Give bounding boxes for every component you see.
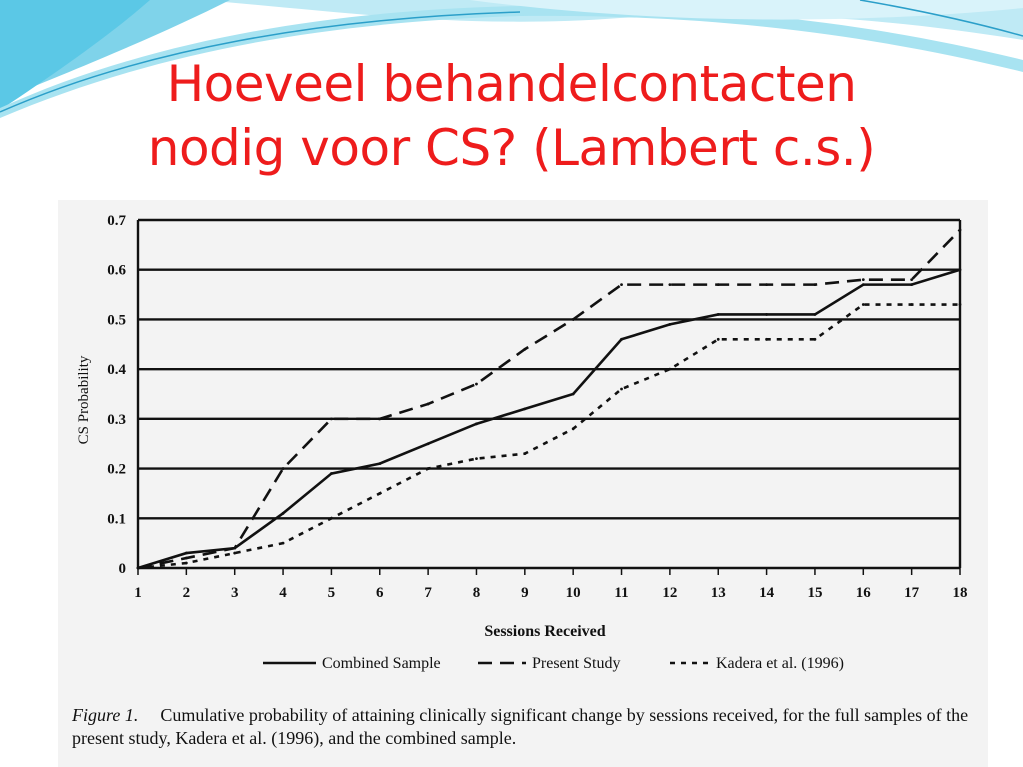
series-2-point [185,557,188,560]
series-3-point [717,338,720,341]
series-3-point [620,388,623,391]
legend-label-1: Combined Sample [322,655,441,672]
series-1-point [765,313,768,316]
series-3-point [523,452,526,455]
series-1-point [282,512,285,515]
series-1-point [330,472,333,475]
series-3-point [765,338,768,341]
x-tick-label: 18 [952,585,968,601]
x-tick-label: 7 [424,585,432,601]
series-3-point [282,542,285,545]
x-tick-label: 16 [855,585,871,601]
series-2-point [717,283,720,286]
series-1-point [717,313,720,316]
x-tick-label: 3 [230,585,239,601]
x-axis-label: Sessions Received [484,623,606,640]
series-1-point [959,268,962,271]
y-tick-label: 0.7 [107,213,126,229]
y-tick-label: 0 [118,561,126,577]
x-tick-label: 4 [279,585,287,601]
y-tick-label: 0.2 [107,461,126,478]
x-tick-label: 9 [521,585,529,601]
series-3-point [137,567,140,570]
y-tick-labels [107,213,126,577]
x-tick-label: 11 [614,585,629,601]
figure-label: Figure 1. [72,705,139,725]
series-2-point [814,283,817,286]
series-2-point [330,417,333,420]
series-2-point [862,278,865,281]
y-tick-label: 0.4 [107,362,126,379]
slide-title [0,52,1023,180]
series-2-point [523,348,526,351]
series-1-point [572,393,575,396]
series-1-point [668,323,671,326]
series-2-point [765,283,768,286]
x-tick-label: 10 [565,585,581,601]
series-3-point [862,303,865,306]
series-2-point [910,278,913,281]
y-tick-label: 0.3 [107,411,126,428]
x-tick-label: 6 [376,585,384,601]
series-3-point [185,562,188,565]
chart-legend [263,655,844,672]
chart-axes [138,220,960,575]
series-2-point [668,283,671,286]
series-1-point [910,283,913,286]
series-3-point [378,492,381,495]
y-tick-label: 0.6 [107,262,126,279]
x-tick-labels [134,585,967,601]
figure-caption [72,704,972,750]
series-1-point [378,462,381,465]
figure-caption-text: Cumulative probability of attaining clinically significant change by sessions received, for the full samples of the present study, Kadera et al. (1996), and the combined sample. [72,705,969,748]
series-2-point [475,383,478,386]
scanned-figure [58,200,988,767]
slide-title-line-1: Hoeveel behandelcontacten [166,55,857,113]
series-3-point [572,427,575,430]
series-1-point [814,313,817,316]
series-3-point [959,303,962,306]
legend-label-3: Kadera et al. (1996) [716,655,844,672]
series-3-point [475,457,478,460]
series-1-point [475,422,478,425]
y-tick-label: 0.5 [107,312,126,329]
x-tick-label: 14 [759,585,775,601]
x-tick-label: 2 [182,585,191,601]
x-tick-label: 12 [662,585,678,601]
series-3-point [330,517,333,520]
series-2-point [427,403,430,406]
series-1-point [427,442,430,445]
series-3-point [427,467,430,470]
x-tick-label: 15 [807,585,823,601]
series-1-point [185,552,188,555]
series-1-point [620,338,623,341]
y-tick-label: 0.1 [107,511,126,528]
series-1-point [862,283,865,286]
x-tick-label: 17 [904,585,920,601]
series-3-point [233,552,236,555]
series-3-point [668,368,671,371]
chart-gridlines [138,220,960,568]
y-axis-label: CS Probability [76,355,92,445]
x-tick-label: 13 [710,585,726,601]
x-tick-label: 8 [472,585,481,601]
series-1-point [523,408,526,411]
series-2-point [959,229,962,232]
series-2-point [572,318,575,321]
series-3-point [910,303,913,306]
series-2-point [620,283,623,286]
series-2-point [282,467,285,470]
series-3-point [814,338,817,341]
legend-label-2: Present Study [532,655,621,672]
cs-probability-chart [58,200,988,700]
slide-title-line-2: nodig voor CS? (Lambert c.s.) [147,119,876,177]
x-tick-label: 5 [327,585,336,601]
series-2-point [378,417,381,420]
series-2-point [233,547,236,550]
x-tick-label: 1 [134,585,142,601]
